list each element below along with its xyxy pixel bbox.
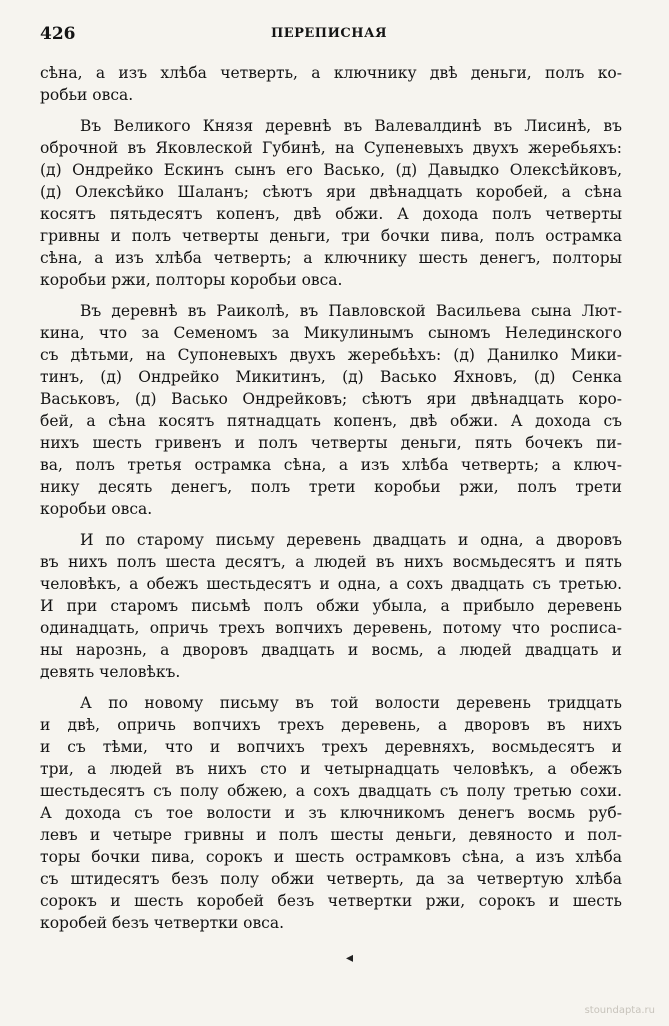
paragraph-gap <box>40 291 622 300</box>
paragraph <box>40 62 622 106</box>
text-line: гривны и полъ четверты деньги, три бочки пива, полъ острамка <box>40 227 622 245</box>
text-line: (д) Олексѣйко Шаланъ; сѣютъ яри двѣнадцать коробей, а сѣна <box>40 183 622 201</box>
running-title: ПЕРЕПИСНАЯ <box>270 26 388 41</box>
text-line: три, а людей въ нихъ сто и четырнадцать человѣкъ, а обежъ <box>40 760 622 778</box>
text-line: кина, что за Семеномъ за Микулинымъ сыномъ Нелединского <box>40 324 622 342</box>
text-line: А по новому письму въ той волости деревень тридцать <box>80 694 622 712</box>
text-line: нику десять денегъ, полъ трети коробьи ржи, полъ трети <box>40 478 622 496</box>
text-line: одинадцать, опричь трехъ вопчихъ деревень, потому что росписа- <box>40 619 622 637</box>
text-line: ва, полъ третья острамка сѣна, а изъ хлѣба четверть; а ключ- <box>40 456 622 474</box>
text-line: И при старомъ письмѣ полъ обжи убыла, а прибыло деревень <box>40 597 622 615</box>
paragraph-gap <box>40 520 622 529</box>
page-header <box>40 24 618 50</box>
paragraph <box>40 692 622 934</box>
text-line: сѣна, а изъ хлѣба четверть, а ключнику двѣ деньги, полъ ко- <box>40 64 622 82</box>
text-line: человѣкъ, а обежъ шестьдесятъ и одна, а сохъ двадцать съ третью. <box>40 575 622 593</box>
text-line: коробей безъ четвертки овса. <box>40 914 285 932</box>
text-line: тинъ, (д) Ондрейко Микитинъ, (д) Васько Яхновъ, (д) Сенка <box>40 368 622 386</box>
text-line: въ нихъ полъ шеста десятъ, а людей въ нихъ восмьдесятъ и пять <box>40 553 622 571</box>
text-body <box>40 62 622 934</box>
text-line: шестьдесятъ съ полу обжею, а сохъ двадцать съ полу третью сохи. <box>40 782 622 800</box>
text-line: и съ тѣми, что и вопчихъ трехъ деревняхъ, восмьдесятъ и <box>40 738 622 756</box>
text-line: бей, а сѣна косятъ пятнадцать копенъ, двѣ обжи. А дохода съ <box>40 412 622 430</box>
text-line: съ штидесятъ безъ полу обжи четверть, да за четвертую хлѣба <box>40 870 622 888</box>
text-line: коробьи ржи, полторы коробьи овса. <box>40 271 343 289</box>
watermark: stoundapta.ru <box>584 1005 655 1016</box>
text-line: нихъ шесть гривенъ и полъ четверты деньги, пять бочекъ пи- <box>40 434 622 452</box>
paragraph <box>40 115 622 291</box>
text-line: А дохода съ тое волости и зъ ключникомъ денегъ восмь руб- <box>40 804 622 822</box>
text-line: левъ и четыре гривны и полъ шесты деньги, девяносто и пол- <box>40 826 622 844</box>
paragraph-gap <box>40 683 622 692</box>
text-line: Васьковъ, (д) Васько Ондрейковъ; сѣютъ яри двѣнадцать коро- <box>40 390 622 408</box>
text-line: сѣна, а изъ хлѣба четверть; а ключнику шесть денегъ, полторы <box>40 249 622 267</box>
text-line: коробьи овса. <box>40 500 153 518</box>
text-line: робьи овса. <box>40 86 134 104</box>
text-line: Въ деревнѣ въ Раиколѣ, въ Павловской Васильева сына Лют- <box>80 302 622 320</box>
text-line: торы бочки пива, сорокъ и шесть острамковъ сѣна, а изъ хлѣба <box>40 848 622 866</box>
paragraph-gap <box>40 106 622 115</box>
text-line: девять человѣкъ. <box>40 663 181 681</box>
paragraph <box>40 529 622 683</box>
page-number: 426 <box>40 24 76 44</box>
ink-mark: ◂ <box>346 950 354 966</box>
text-line: Въ Великого Князя деревнѣ въ Валевалдинѣ въ Лисинѣ, въ <box>80 117 622 135</box>
text-line: сорокъ и шесть коробей безъ четвертки ржи, сорокъ и шесть <box>40 892 622 910</box>
paragraph <box>40 300 622 520</box>
text-line: и двѣ, опричь вопчихъ трехъ деревень, а дворовъ въ нихъ <box>40 716 622 734</box>
text-line: косятъ пятьдесятъ копенъ, двѣ обжи. А дохода полъ четверты <box>40 205 622 223</box>
text-line: ны нарознь, а дворовъ двадцать и восмь, а людей двадцать и <box>40 641 622 659</box>
text-line: И по старому письму деревень двадцать и одна, а дворовъ <box>80 531 622 549</box>
text-line: оброчной въ Яковлеской Губинѣ, на Супеневыхъ двухъ жеребьяхъ: <box>40 139 622 157</box>
text-line: съ дѣтьми, на Супоневыхъ двухъ жеребьѣхъ: (д) Данилко Мики- <box>40 346 622 364</box>
text-line: (д) Ондрейко Ескинъ сынъ его Васько, (д) Давыдко Олексѣйковъ, <box>40 161 622 179</box>
